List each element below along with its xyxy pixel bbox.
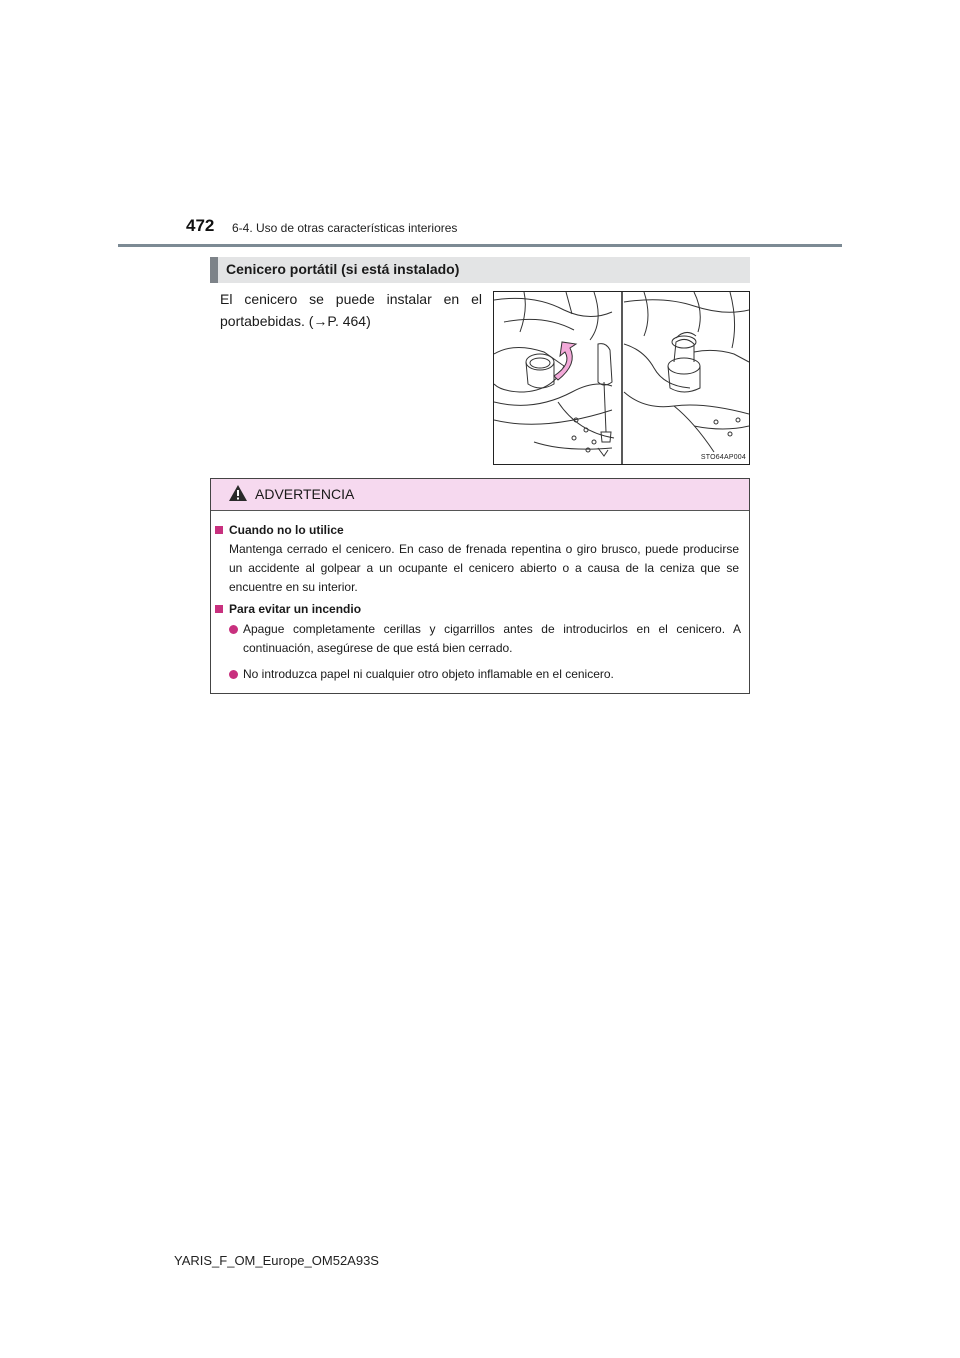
warning-title: ADVERTENCIA bbox=[255, 486, 355, 502]
intro-paragraph bbox=[220, 288, 482, 332]
warning-triangle-icon bbox=[228, 484, 248, 502]
section-header: 6-4. Uso de otras características interiores bbox=[232, 221, 458, 235]
page-reference-link[interactable]: P. 464) bbox=[327, 313, 371, 329]
reference-arrow: → bbox=[313, 313, 328, 329]
document-footer: YARIS_F_OM_Europe_OM52A93S bbox=[174, 1253, 379, 1268]
round-bullet-icon bbox=[229, 670, 238, 679]
warning-item-title: Cuando no lo utilice bbox=[229, 523, 344, 537]
header-rule bbox=[118, 244, 842, 247]
warning-header bbox=[211, 479, 749, 511]
section-heading-bar bbox=[210, 257, 750, 283]
page-number: 472 bbox=[186, 216, 215, 235]
round-bullet-icon bbox=[229, 625, 238, 634]
warning-bullet-text: No introduzca papel ni cualquier otro objeto inflamable en el cenicero. bbox=[243, 667, 614, 681]
warning-bullet-text: Apague completamente cerillas y cigarrillos antes de introducirlos en el cenicero. A continuación, asegúrese de que está bien cerrado. bbox=[243, 622, 741, 655]
figure-code: STO64AP004 bbox=[700, 454, 746, 461]
section-heading: Cenicero portátil (si está instalado) bbox=[226, 261, 460, 277]
square-bullet-icon bbox=[215, 526, 223, 534]
warning-box bbox=[210, 478, 750, 694]
warning-item-title: Para evitar un incendio bbox=[229, 602, 362, 616]
ashtray-drawing bbox=[494, 292, 749, 464]
ashtray-illustration bbox=[493, 291, 750, 465]
square-bullet-icon bbox=[215, 605, 223, 613]
intro-text: El cenicero se puede instalar en el portabebidas. ( bbox=[220, 291, 482, 329]
warning-item-text: Mantenga cerrado el cenicero. En caso de frenada repentina o giro brusco, puede producirse un accidente al golpear a un ocupante el cenicero abierto o a causa de la ceniza que se encuentre en su interior. bbox=[229, 542, 739, 594]
